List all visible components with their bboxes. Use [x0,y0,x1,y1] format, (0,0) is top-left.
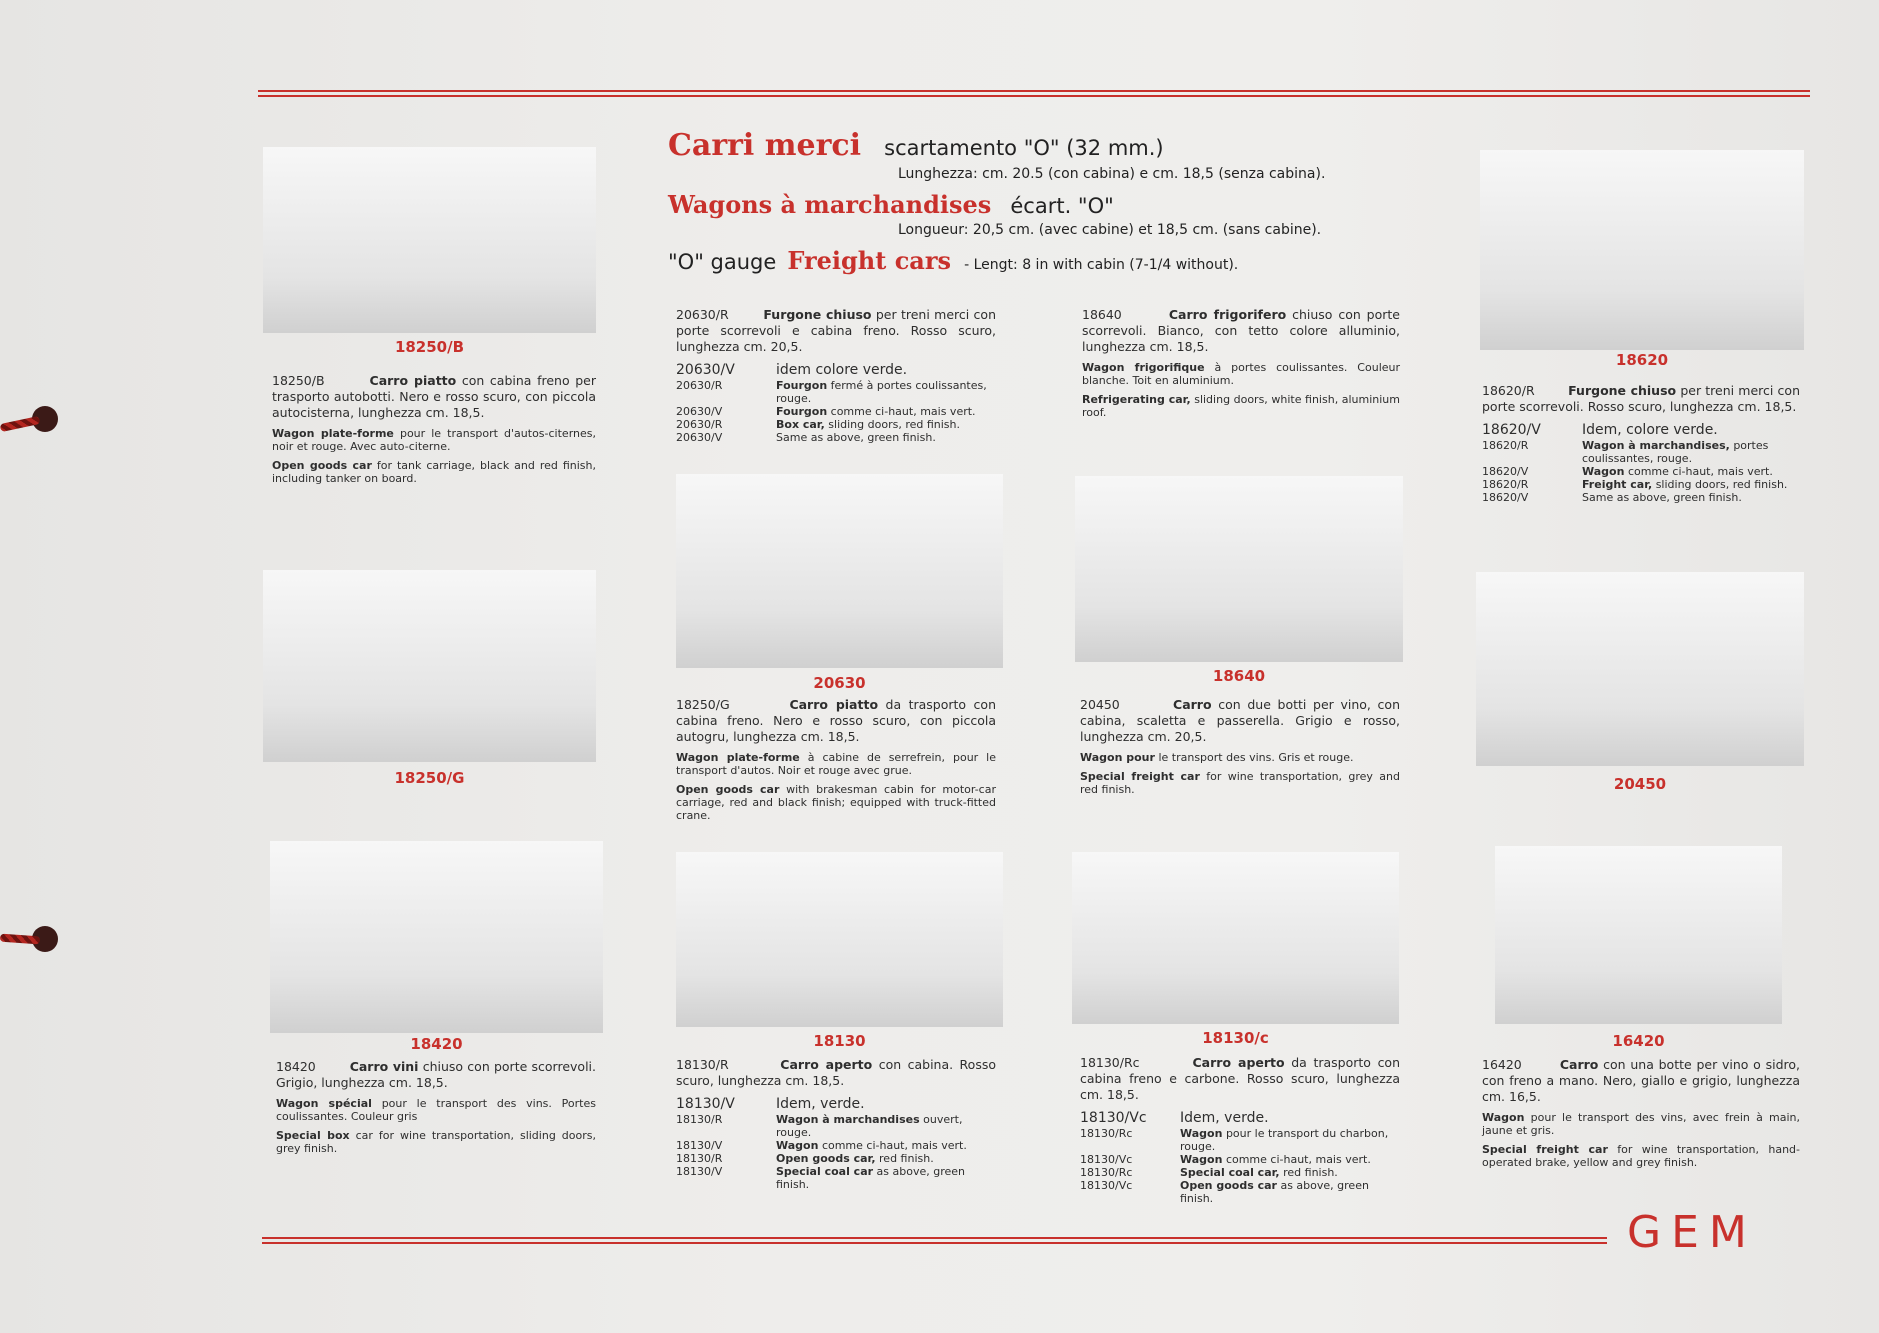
desc-18130 [676,1057,996,1191]
desc-it: 18640 Carro frigorifero chiuso con porte scorrevoli. Bianco, con tetto colore alluminio, lunghezza cm. 18,5. [1082,307,1400,354]
desc-en: Open goods car for tank carriage, black and red finish, including tanker on board. [272,459,596,485]
caption-18130: 18130 [813,1032,866,1050]
caption-18620: 18620 [1615,351,1669,369]
desc-20630 [676,307,996,444]
variant-row: 18130/V Wagon comme ci-haut, mais vert. [676,1139,967,1152]
subtitle-it: scartamento "O" (32 mm.) [884,136,1164,160]
desc-it: 18130/R Carro aperto con cabina. Rosso scuro, lunghezza cm. 18,5. [676,1057,996,1088]
variant-row: 18620/V Idem, colore verde. [1482,422,1718,438]
variant-row: 20630/V Same as above, green finish. [676,431,936,444]
variant-row: 20630/R Box car, sliding doors, red finish. [676,418,961,431]
variant-row: 18130/Vc Open goods car as above, green finish. [1080,1179,1369,1205]
photo-18640 [1075,476,1403,662]
desc-20450 [1080,697,1400,802]
variant-row: 18620/R Wagon à marchandises, portes coulissantes, rouge. [1482,439,1769,465]
length-it: Lunghezza: cm. 20.5 (con cabina) e cm. 18,5 (senza cabina). [898,166,1326,182]
title-en: Freight cars [787,246,952,275]
binding-cord [0,934,40,945]
photo-20630 [676,474,1003,668]
desc-it: 20450 Carro con due botti per vino, con cabina, scaletta e passerella. Grigio e rosso, lunghezza cm. 20,5. [1080,697,1400,744]
photo-18250b [263,147,596,333]
photo-18130c [1072,852,1399,1024]
desc-it: 20630/R Furgone chiuso per treni merci con porte scorrevoli e cabina freno. Rosso scuro, lunghezza cm. 20,5. [676,307,997,354]
photo-16420 [1495,846,1782,1024]
desc-fr: Wagon plate-forme pour le transport d'autos-citernes, noir et rouge. Avec auto-citerne. [272,427,596,453]
page-header [668,128,1408,282]
desc-it: 18250/B Carro piatto con cabina freno per trasporto autobotti. Nero e rosso scuro, con piccola autocisterna, lunghezza cm. 18,5. [272,373,596,420]
variant-row: 18130/Vc Wagon comme ci-haut, mais vert. [1080,1153,1371,1166]
desc-18250b [272,373,596,491]
desc-it: 18130/Rc Carro aperto da trasporto con cabina freno e carbone. Rosso scuro, lunghezza cm. 18,5. [1080,1055,1401,1102]
variant-row: 20630/R Fourgon fermé à portes coulissantes, rouge. [676,379,987,405]
variant-row: 18130/R Wagon à marchandises ouvert, rouge. [676,1113,963,1139]
desc-en: Special box car for wine transportation, sliding doors, grey finish. [276,1129,596,1155]
variant-row: 18620/R Freight car, sliding doors, red finish. [1482,478,1788,491]
header-it [668,128,1408,168]
desc-it: 18620/R Furgone chiuso per treni merci con porte scorrevoli. Rosso scuro, lunghezza cm. 18,5. [1482,383,1800,414]
variant-row: 18620/V Wagon comme ci-haut, mais vert. [1482,465,1773,478]
desc-en: Special freight car for wine transportation, hand-operated brake, yellow and grey finish. [1482,1143,1800,1169]
gem-logo: GEM [1627,1207,1757,1258]
caption-18130c: 18130/c [1202,1029,1269,1047]
desc-fr: Wagon pour le transport des vins, avec frein à main, jaune et gris. [1482,1111,1801,1137]
photo-18420 [270,841,603,1033]
desc-en: Refrigerating car, sliding doors, white finish, aluminium roof. [1082,393,1400,419]
caption-16420: 16420 [1612,1032,1665,1050]
variant-row: 20630/V Fourgon comme ci-haut, mais vert. [676,405,976,418]
desc-en: Special freight car for wine transportation, grey and red finish. [1080,770,1400,796]
desc-it: 16420 Carro con una botte per vino o sidro, con freno a mano. Nero, giallo e grigio, lunghezza cm. 16,5. [1482,1057,1800,1104]
desc-18620 [1482,383,1800,504]
top-rule [258,90,1810,97]
length-fr: Longueur: 20,5 cm. (avec cabine) et 18,5 cm. (sans cabine). [898,222,1322,238]
caption-18640: 18640 [1212,667,1266,685]
title-fr: Wagons à marchandises [668,190,992,219]
variant-row: 18130/Vc Idem, verde. [1080,1110,1269,1126]
desc-fr: Wagon pour le transport des vins. Gris et rouge. [1080,751,1354,764]
desc-16420 [1482,1057,1800,1175]
length-en: - Lengt: 8 in with cabin (7-1/4 without). [964,257,1239,273]
title-it: Carri merci [668,128,862,163]
variant-row: 18130/V Special coal car as above, green finish. [676,1165,966,1191]
variant-row: 18130/Rc Wagon pour le transport du charbon, rouge. [1080,1127,1389,1153]
desc-18420 [276,1059,596,1161]
desc-18250g [676,697,996,828]
caption-20450: 20450 [1613,775,1667,793]
desc-fr: Wagon frigorifique à portes coulissantes. Couleur blanche. Toit en aluminium. [1082,361,1401,387]
variant-row: 20630/V idem colore verde. [676,362,908,378]
caption-18250g: 18250/G [394,769,465,787]
photo-20450 [1476,572,1804,766]
desc-it: 18420 Carro vini chiuso con porte scorrevoli. Grigio, lunghezza cm. 18,5. [276,1059,596,1090]
subtitle-fr: écart. "O" [1010,194,1114,218]
photo-18620 [1480,150,1804,350]
variant-row: 18130/V Idem, verde. [676,1096,865,1112]
variant-row: 18130/R Open goods car, red finish. [676,1152,934,1165]
variant-row: 18620/V Same as above, green finish. [1482,491,1742,504]
desc-fr: Wagon spécial pour le transport des vins. Portes coulissantes. Couleur gris [276,1097,596,1123]
variant-row: 18130/Rc Special coal car, red finish. [1080,1166,1338,1179]
desc-fr: Wagon plate-forme à cabine de serrefrein, pour le transport d'autos. Noir et rouge avec grue. [676,751,996,777]
caption-18420: 18420 [410,1035,463,1053]
photo-18130 [676,852,1003,1027]
gauge-en: "O" gauge [668,250,777,274]
caption-20630: 20630 [813,674,866,692]
bottom-rule [262,1237,1607,1244]
desc-it: 18250/G Carro piatto da trasporto con cabina freno. Nero e rosso scuro, con piccola autogru, lunghezza cm. 18,5. [676,697,996,744]
desc-18640 [1082,307,1400,425]
binding-cord [0,416,40,432]
desc-en: Open goods car with brakesman cabin for motor-car carriage, red and black finish; equipped with truck-fitted crane. [676,783,996,822]
photo-18250g [263,570,596,762]
caption-18250b: 18250/B [394,338,465,356]
desc-18130c [1080,1055,1400,1205]
